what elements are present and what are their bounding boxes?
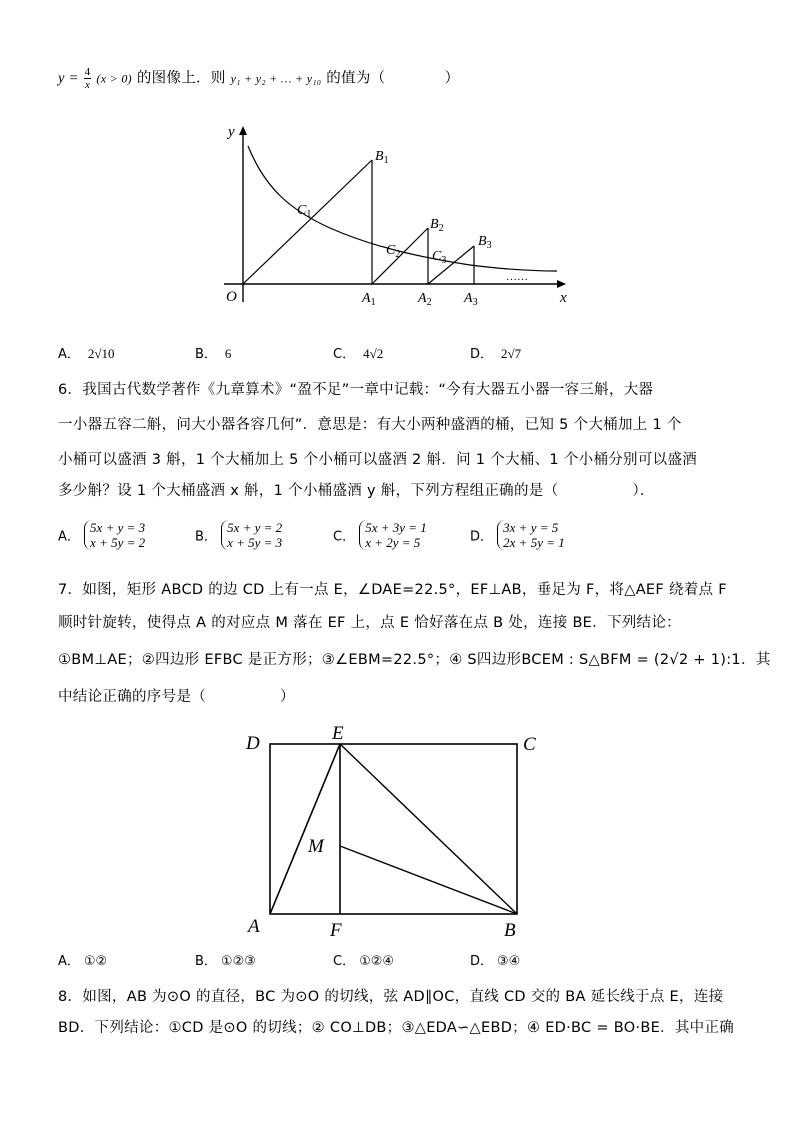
equation-2: x + 5y = 3 xyxy=(227,535,283,550)
fraction-4-over-x xyxy=(84,66,92,91)
equation-1: 5x + y = 3 xyxy=(90,520,146,535)
option-value: 2√7 xyxy=(501,346,522,361)
option-letter: D． xyxy=(470,954,494,969)
q5-option-c[interactable] xyxy=(333,343,383,362)
x-axis-arrow xyxy=(557,280,566,288)
option-letter: B． xyxy=(195,347,217,362)
equation-system xyxy=(221,520,282,550)
option-value: ①② xyxy=(83,954,108,969)
y-axis-arrow xyxy=(239,126,247,135)
label-E: E xyxy=(332,723,344,744)
q7-line-2: 顺时针旋转，使得点 A 的对应点 M 落在 EF 上，点 E 恰好落在点 B 处，连接 BE．下列结论： xyxy=(58,615,681,631)
label-C2: $C_2$ xyxy=(386,243,401,260)
q6-line-1: 6．我国古代数学著作《九章算术》“盈不足”一章中记载：“今有大器五小器一容三斛，大器 xyxy=(58,382,654,398)
option-value: 6 xyxy=(224,346,232,361)
segment-OB1 xyxy=(243,160,372,284)
option-letter: A． xyxy=(58,529,80,545)
option-letter: A． xyxy=(58,954,80,969)
q6-line-3: 小桶可以盛酒 3 斛，1 个大桶加上 5 个小桶可以盛酒 2 斛．问 1 个大桶、1 个小桶分别可以盛酒 xyxy=(58,452,698,468)
option-value: ③④ xyxy=(497,954,521,969)
q5-option-d[interactable] xyxy=(470,343,521,362)
segment-MB xyxy=(340,846,517,914)
q8-line-1: 8．如图，AB 为⊙O 的直径，BC 为⊙O 的切线，弦 AD∥OC，直线 CD 交的 BA 延长线于点 E，连接 xyxy=(58,989,724,1005)
q7-option-b[interactable] xyxy=(195,950,256,969)
label-y: y xyxy=(228,124,235,140)
option-letter: C． xyxy=(333,954,356,969)
label-M: M xyxy=(308,836,324,857)
rectangle-ABCD xyxy=(270,744,517,914)
sum-expression: y₁ + y₂ + … + y₁₀ xyxy=(230,71,322,86)
option-value: 4√2 xyxy=(363,346,384,361)
stem-text-1: 的图像上．则 xyxy=(136,70,226,87)
q5-option-a[interactable] xyxy=(58,343,115,362)
option-letter: D． xyxy=(470,529,494,545)
q8-line-2: BD．下列结论：①CD 是⊙O 的切线；② CO⊥DB；③△EDA∽△EBD；④ ED·BC = BO·BE．其中正确 xyxy=(58,1020,735,1036)
label-O: O xyxy=(226,289,237,305)
option-letter: B． xyxy=(195,529,217,545)
question5-stem xyxy=(58,66,459,91)
label-x: x xyxy=(560,290,567,306)
domain-condition: (x > 0) xyxy=(96,71,132,86)
segment-EB xyxy=(340,744,517,914)
q6-option-a[interactable] xyxy=(58,520,145,550)
q6-line-2: 一小器五容二斛，问大小器各容几何”．意思是：有大小两种盛酒的桶，已知 5 个大桶加上 1 个 xyxy=(58,417,682,433)
fraction-numerator: 4 xyxy=(84,66,91,78)
equation-system xyxy=(359,520,427,550)
y-equals: y = xyxy=(58,70,79,87)
option-letter: D． xyxy=(470,347,494,362)
option-letter: B． xyxy=(195,954,217,969)
stem-text-2: 的值为（ ） xyxy=(326,70,460,87)
q7-option-d[interactable] xyxy=(470,950,520,969)
label-B2: $B_2$ xyxy=(430,217,444,234)
equation-1: 3x + y = 5 xyxy=(503,520,559,535)
segment-AE xyxy=(270,744,340,914)
option-letter: C． xyxy=(333,347,356,362)
q6-option-d[interactable] xyxy=(470,520,565,550)
option-value: ①②④ xyxy=(359,954,395,969)
label-dots: …… xyxy=(506,271,528,283)
equation-system xyxy=(84,520,145,550)
hyperbola-sawtooth-graph xyxy=(210,118,580,310)
option-letter: C． xyxy=(333,529,356,545)
label-C1: $C_1$ xyxy=(297,203,312,220)
q7-option-c[interactable] xyxy=(333,950,394,969)
q7-line-1: 7．如图，矩形 ABCD 的边 CD 上有一点 E，∠DAE=22.5°，EF⊥AB，垂足为 F，将△AEF 绕着点 F xyxy=(58,582,727,598)
q7-line-3: ①BM⊥AE；②四边形 EFBC 是正方形；③∠EBM=22.5°；④ S四边形BCEM : S△BFM = (2√2 + 1):1．其 xyxy=(58,652,771,668)
option-value: 2√10 xyxy=(87,346,115,361)
equation-2: x + 5y = 2 xyxy=(90,535,146,550)
q6-line-4: 多少斛？设 1 个大桶盛酒 x 斛，1 个小桶盛酒 y 斛，下列方程组正确的是（ ）． xyxy=(58,483,655,499)
label-B1: $B_1$ xyxy=(375,149,389,166)
label-C: C xyxy=(523,734,536,755)
hyperbola-curve xyxy=(248,146,557,271)
label-A: A xyxy=(248,916,260,937)
label-B3: $B_3$ xyxy=(478,234,492,251)
label-A1: $A_1$ xyxy=(362,291,376,308)
label-D: D xyxy=(246,733,260,754)
label-C3: $C_3$ xyxy=(432,249,447,266)
label-A2: $A_2$ xyxy=(418,291,432,308)
label-B: B xyxy=(504,920,516,941)
equation-system xyxy=(497,520,565,550)
fraction-denominator: x xyxy=(84,79,91,91)
q5-option-b[interactable] xyxy=(195,343,231,362)
rectangle-abcd-figure xyxy=(240,722,550,944)
equation-1: 5x + y = 2 xyxy=(227,520,283,535)
option-value: ①②③ xyxy=(220,954,256,969)
q6-option-b[interactable] xyxy=(195,520,282,550)
label-A3: $A_3$ xyxy=(464,291,478,308)
label-F: F xyxy=(330,920,342,941)
equation-1: 5x + 3y = 1 xyxy=(365,520,427,535)
equation-2: x + 2y = 5 xyxy=(365,535,421,550)
q7-option-a[interactable] xyxy=(58,950,107,969)
option-letter: A． xyxy=(58,347,80,362)
equation-2: 2x + 5y = 1 xyxy=(503,535,565,550)
q6-option-c[interactable] xyxy=(333,520,427,550)
q7-line-4: 中结论正确的序号是（ ） xyxy=(58,689,295,705)
